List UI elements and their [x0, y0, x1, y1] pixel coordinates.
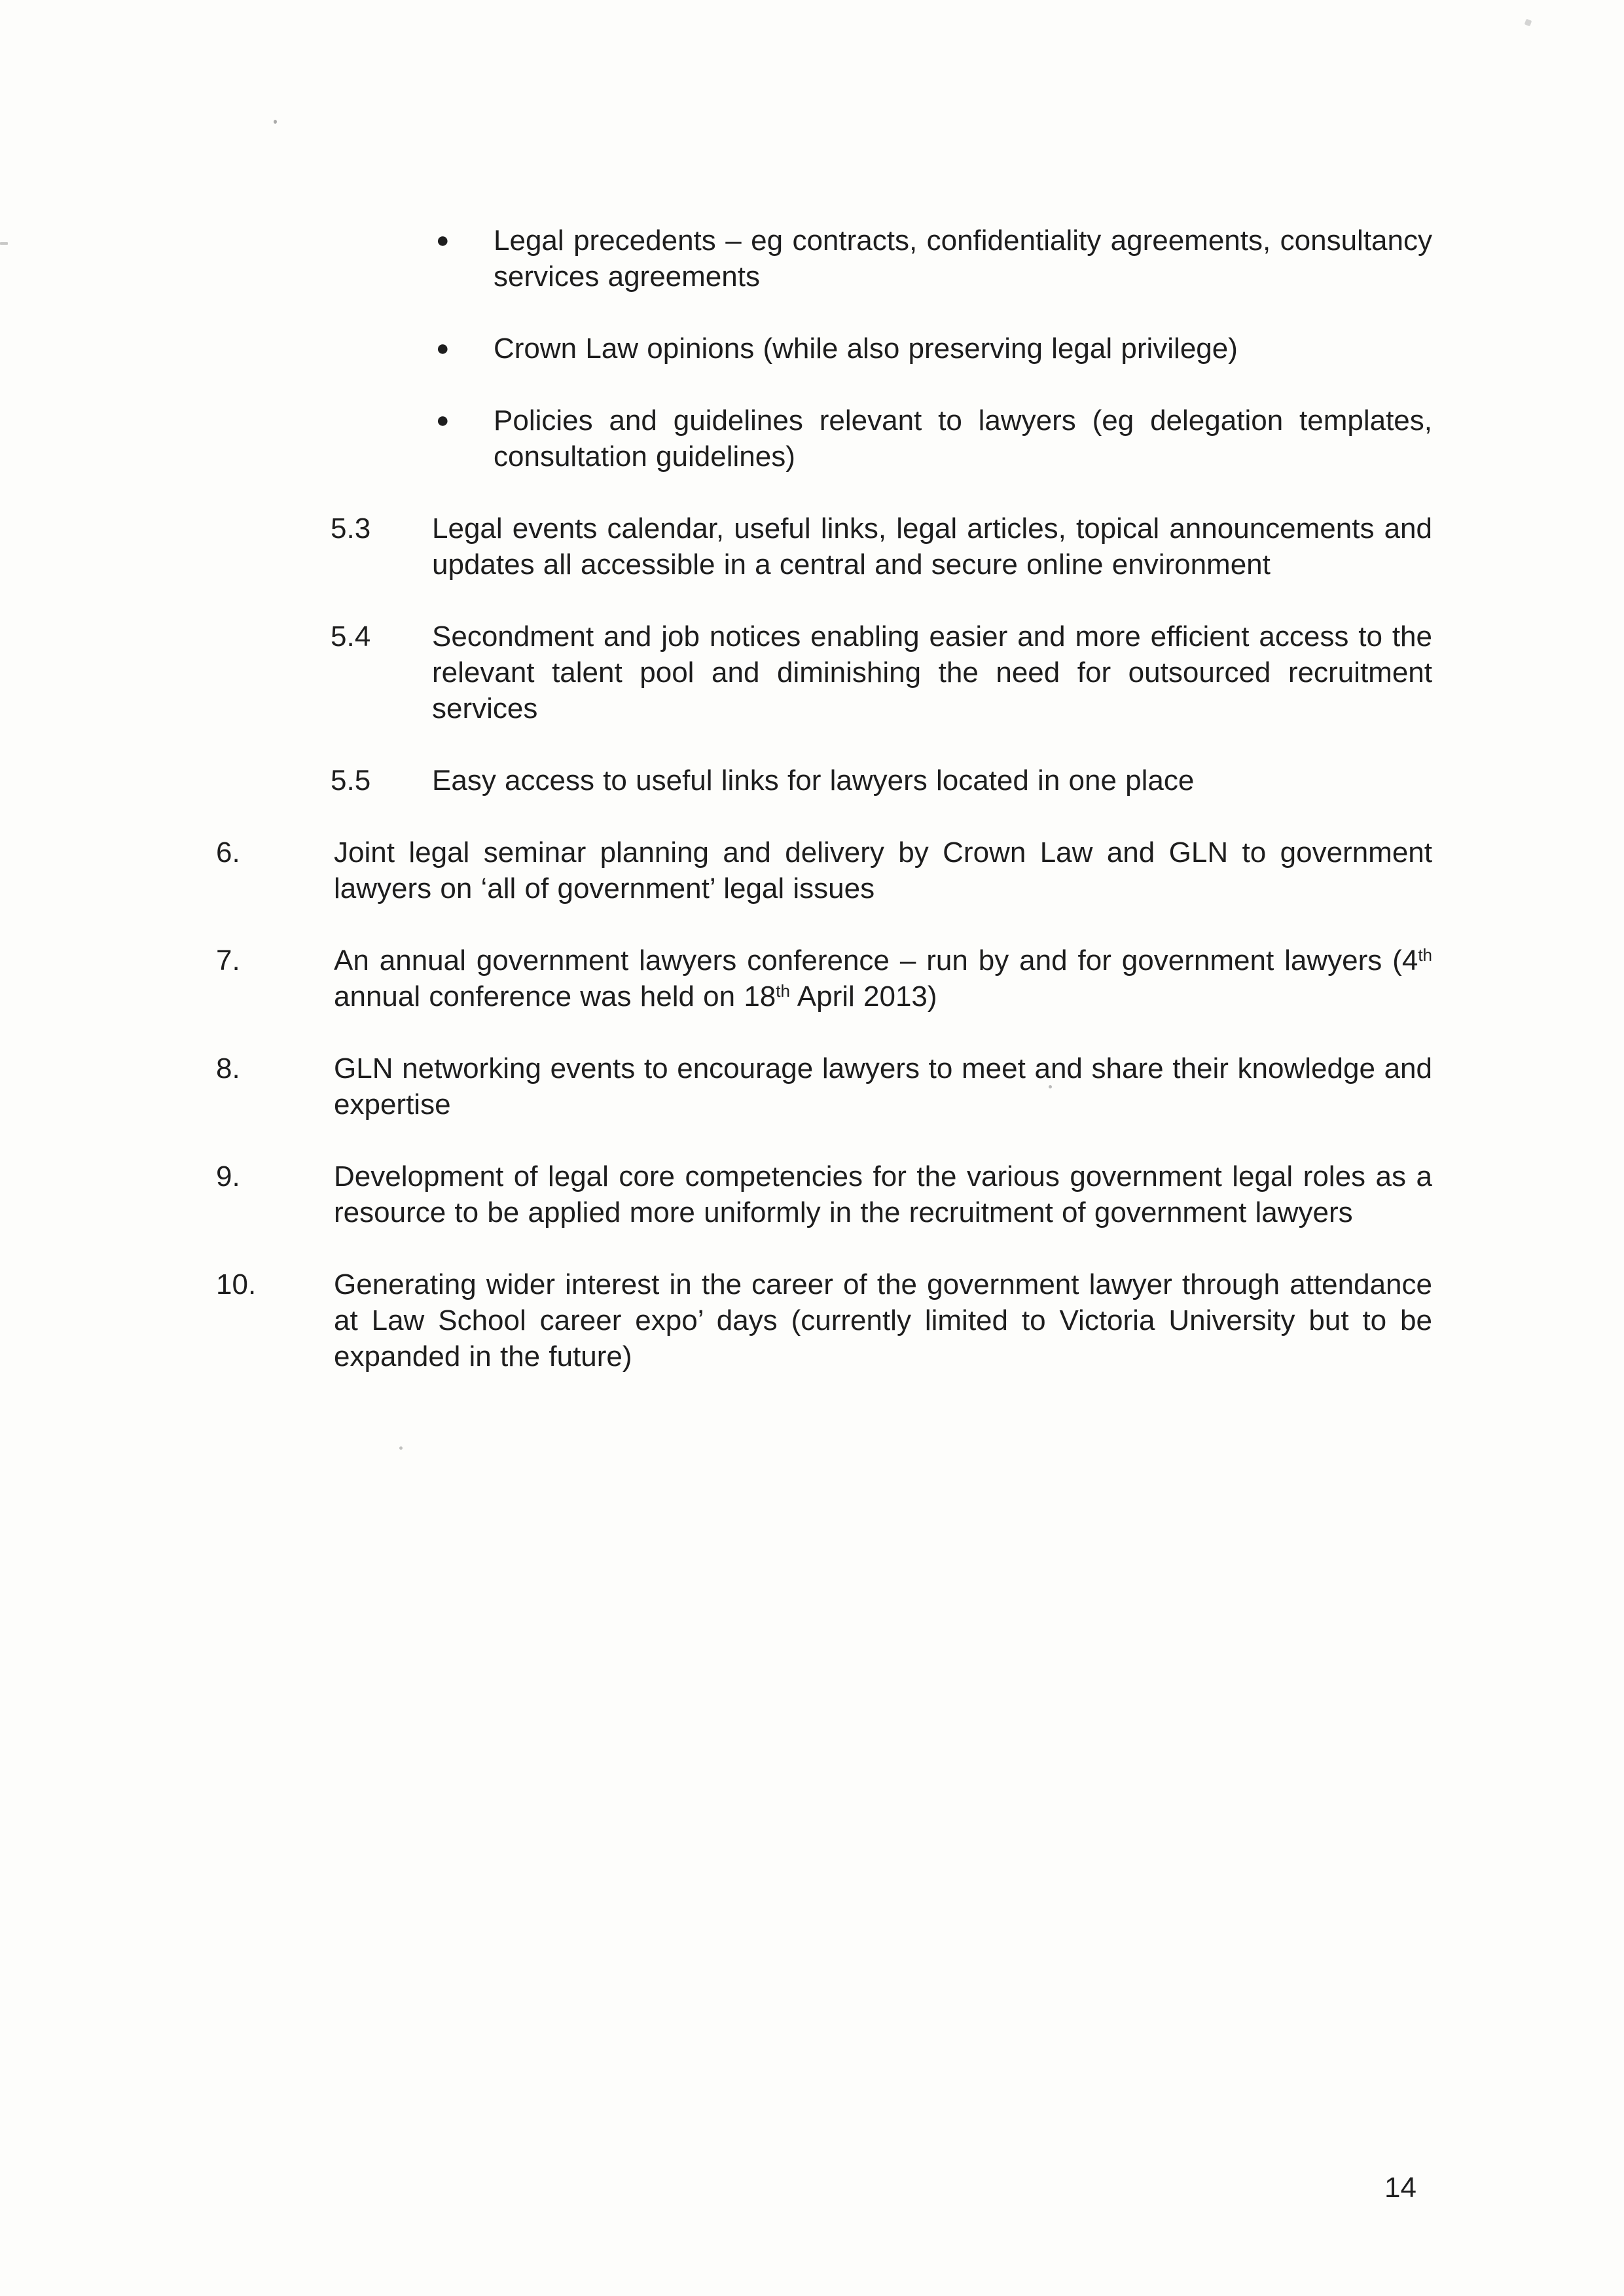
section-text: Easy access to useful links for lawyers located in one place	[432, 764, 1195, 797]
item-number: 6.	[216, 836, 240, 869]
section-text: Secondment and job notices enabling easier and more efficient access to the relevant talent pool and diminishing the need for outsourced recruitment services	[432, 620, 1432, 725]
bullet-item	[436, 223, 1432, 295]
item-text-part: GLN networking events to encourage lawyers to meet and share their knowledge and expertise	[334, 1052, 1432, 1121]
item-text-part: Development of legal core competencies for the various government legal roles as a resource to be applied more uniformly in the recruitment of government lawyers	[334, 1160, 1432, 1229]
item-text-part: annual conference was held on 18	[334, 980, 776, 1013]
item-text	[334, 1158, 1432, 1230]
page-number: 14	[1384, 2172, 1416, 2204]
item-text-part: th	[776, 980, 790, 1001]
bullet-item	[436, 403, 1432, 475]
scan-speckle	[1525, 19, 1532, 27]
item-number: 8.	[216, 1052, 240, 1085]
item-number: 10.	[216, 1268, 257, 1300]
numbered-item	[216, 1158, 1432, 1230]
sub-section-item	[331, 762, 1432, 798]
sub-section-item	[331, 619, 1432, 726]
bullet-icon: ●	[436, 228, 450, 253]
scan-speckle	[274, 120, 277, 124]
sub-section-list	[216, 511, 1432, 798]
bullet-item	[436, 331, 1432, 367]
numbered-item-list	[216, 834, 1432, 1374]
section-text: Legal events calendar, useful links, legal articles, topical announcements and updates all accessible in a central and secure online environment	[432, 512, 1432, 581]
item-text-part: Generating wider interest in the career of the government lawyer through attendance at Law School career expo’ days (currently limited to Victoria University but to be expanded in the future)	[334, 1268, 1432, 1372]
scan-speckle	[0, 242, 8, 245]
numbered-item	[216, 834, 1432, 906]
bullet-list	[436, 223, 1432, 475]
section-number: 5.5	[331, 764, 371, 797]
content	[216, 223, 1432, 1410]
numbered-item	[216, 942, 1432, 1014]
item-text-part: Joint legal seminar planning and delivery by Crown Law and GLN to government lawyers on ‘all of government’ legal issues	[334, 836, 1432, 905]
bullet-text: Legal precedents – eg contracts, confidentiality agreements, consultancy services agreements	[494, 224, 1432, 293]
sub-section-item	[331, 511, 1432, 583]
item-text-part: An annual government lawyers conference – run by and for government lawyers (4	[334, 944, 1418, 977]
item-text-part: April 2013)	[789, 980, 937, 1013]
bullet-text: Crown Law opinions (while also preserving legal privilege)	[494, 332, 1238, 365]
item-text	[334, 834, 1432, 906]
item-number: 7.	[216, 944, 240, 977]
item-text	[334, 1266, 1432, 1374]
bullet-text: Policies and guidelines relevant to lawyers (eg delegation templates, consultation guidelines)	[494, 404, 1432, 473]
item-number: 9.	[216, 1160, 240, 1193]
numbered-item	[216, 1266, 1432, 1374]
section-number: 5.3	[331, 512, 371, 545]
item-text-part: th	[1418, 944, 1432, 965]
numbered-item	[216, 1050, 1432, 1122]
item-text	[334, 942, 1432, 1014]
section-number: 5.4	[331, 620, 371, 653]
item-text	[334, 1050, 1432, 1122]
scan-speckle	[399, 1446, 403, 1450]
bullet-icon: ●	[436, 408, 450, 433]
bullet-icon: ●	[436, 336, 450, 361]
